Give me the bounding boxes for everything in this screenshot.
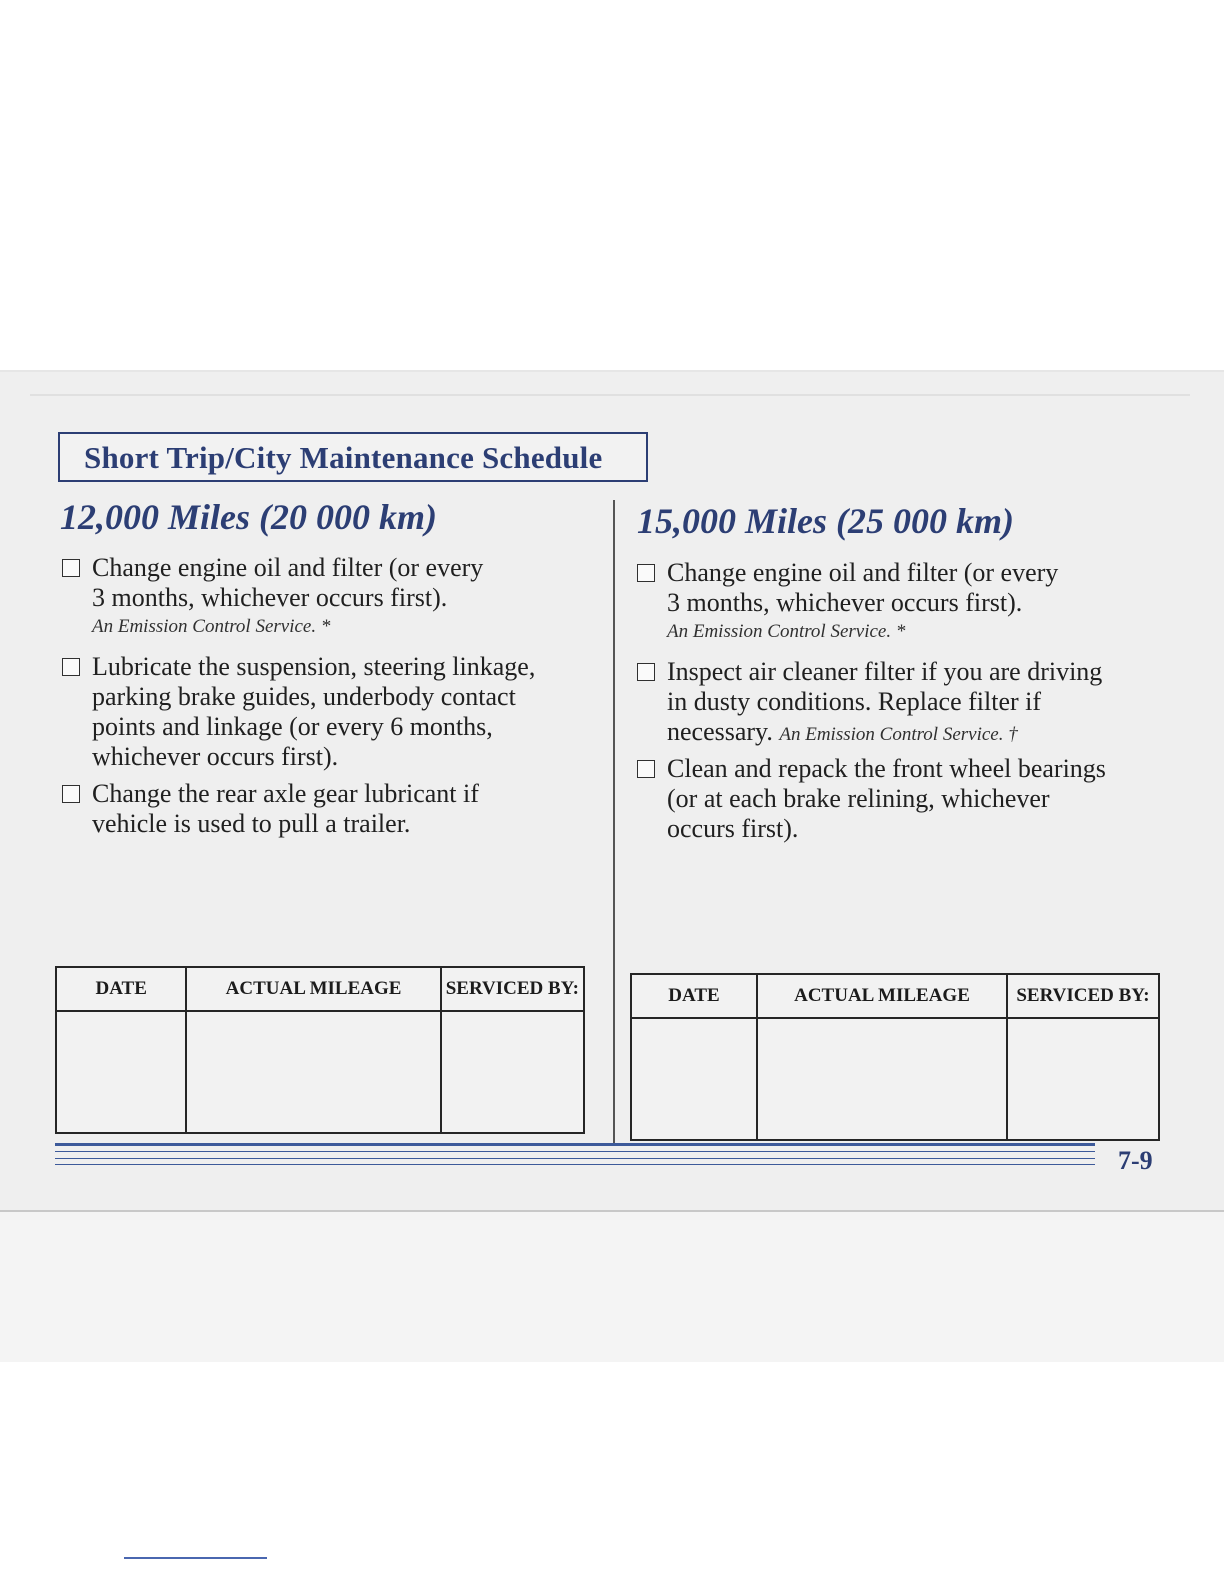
item-text: points and linkage (or every 6 months, bbox=[92, 712, 493, 741]
bleed-through-line bbox=[30, 394, 1190, 396]
item-text: Inspect air cleaner filter if you are driving bbox=[667, 657, 1103, 686]
item-text: vehicle is used to pull a trailer. bbox=[92, 809, 411, 838]
item-text: in dusty conditions. Replace filter if bbox=[667, 687, 1042, 716]
right-service-log-table bbox=[630, 973, 1160, 1141]
item-text: parking brake guides, underbody contact bbox=[92, 682, 516, 711]
item-text: 3 months, whichever occurs first). bbox=[92, 583, 448, 612]
mileage-cell[interactable] bbox=[186, 1011, 440, 1133]
left-item-lubricate bbox=[62, 652, 602, 772]
item-text: Change engine oil and filter (or every bbox=[667, 558, 1059, 587]
schedule-title: Short Trip/City Maintenance Schedule bbox=[84, 440, 603, 475]
column-header-date: DATE bbox=[631, 974, 757, 1018]
checkbox[interactable] bbox=[62, 559, 80, 577]
emission-note: An Emission Control Service. * bbox=[92, 616, 331, 637]
item-text: Lubricate the suspension, steering linkage, bbox=[92, 652, 536, 681]
date-cell[interactable] bbox=[56, 1011, 186, 1133]
left-item-axle bbox=[62, 779, 602, 839]
checkbox[interactable] bbox=[637, 760, 655, 778]
checkbox[interactable] bbox=[62, 785, 80, 803]
left-mileage-heading: 12,000 Miles (20 000 km) bbox=[60, 497, 437, 537]
bottom-blue-rule bbox=[124, 1557, 267, 1559]
checkbox[interactable] bbox=[62, 658, 80, 676]
column-header-date: DATE bbox=[56, 967, 186, 1011]
item-text: Change engine oil and filter (or every bbox=[92, 553, 484, 582]
column-divider bbox=[613, 500, 615, 1145]
column-header-serviced-by: SERVICED BY: bbox=[1007, 974, 1159, 1018]
item-text: whichever occurs first). bbox=[92, 742, 339, 771]
page-number: 7-9 bbox=[1118, 1146, 1153, 1175]
serviced-by-cell[interactable] bbox=[441, 1011, 584, 1133]
right-item-air-cleaner bbox=[637, 657, 1197, 750]
item-text: Clean and repack the front wheel bearings bbox=[667, 754, 1106, 783]
column-header-serviced-by: SERVICED BY: bbox=[441, 967, 584, 1011]
serviced-by-cell[interactable] bbox=[1007, 1018, 1159, 1140]
footer-rule-thin bbox=[55, 1164, 1095, 1165]
right-item-oil bbox=[637, 558, 1197, 646]
mileage-cell[interactable] bbox=[757, 1018, 1007, 1140]
checkbox[interactable] bbox=[637, 564, 655, 582]
footer-rule bbox=[55, 1143, 1095, 1146]
footer-rule-thin bbox=[55, 1158, 1095, 1159]
date-cell[interactable] bbox=[631, 1018, 757, 1140]
column-header-mileage: ACTUAL MILEAGE bbox=[186, 967, 440, 1011]
emission-note: An Emission Control Service. † bbox=[779, 724, 1018, 745]
checkbox[interactable] bbox=[637, 663, 655, 681]
item-text: 3 months, whichever occurs first). bbox=[667, 588, 1023, 617]
left-service-log-table bbox=[55, 966, 585, 1134]
left-item-oil bbox=[62, 553, 602, 641]
schedule-title-box bbox=[58, 432, 648, 482]
column-header-mileage: ACTUAL MILEAGE bbox=[757, 974, 1007, 1018]
emission-note: An Emission Control Service. * bbox=[667, 621, 906, 642]
item-text: Change the rear axle gear lubricant if bbox=[92, 779, 479, 808]
item-text: necessary. bbox=[667, 717, 773, 746]
item-text: (or at each brake relining, whichever bbox=[667, 784, 1050, 813]
right-item-wheel-bearings bbox=[637, 754, 1197, 844]
scan-margin bbox=[0, 1210, 1224, 1362]
footer-rule-thin bbox=[55, 1151, 1095, 1152]
item-text: occurs first). bbox=[667, 814, 799, 843]
right-mileage-heading: 15,000 Miles (25 000 km) bbox=[637, 501, 1014, 541]
